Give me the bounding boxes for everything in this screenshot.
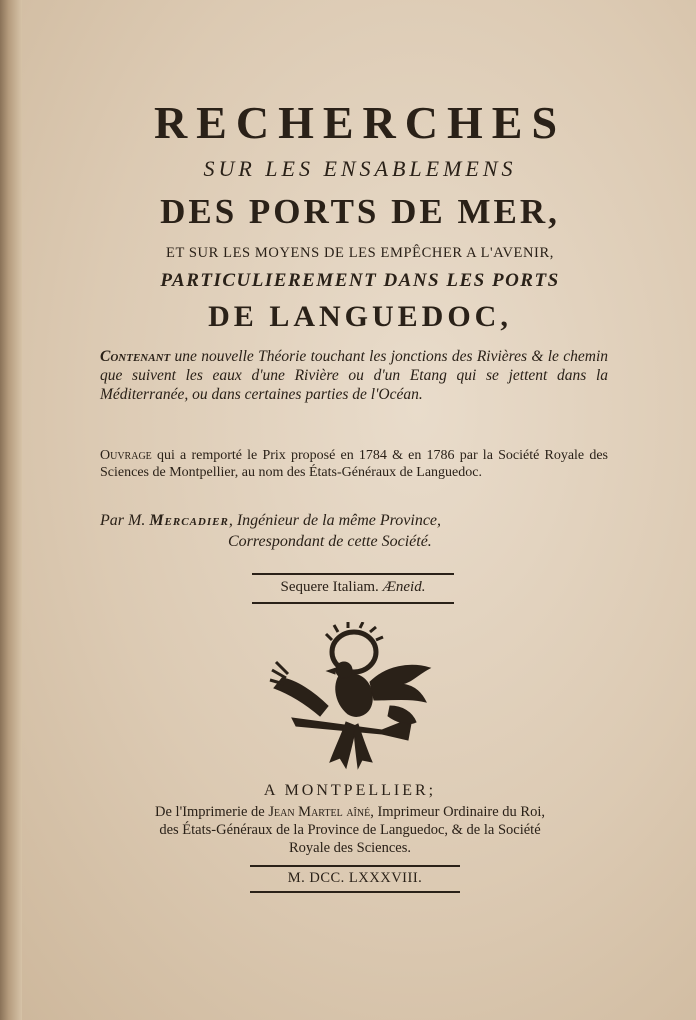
imprint-line3: des États-Généraux de la Province de Languedoc, & de la Société [159, 822, 541, 838]
imprint-printer-line [90, 804, 610, 821]
author-name: Mercadier [149, 512, 229, 529]
imprint-printer: Jean Martel aîné [268, 804, 371, 820]
title-languedoc: DE LANGUEDOC, [208, 300, 512, 333]
title-des-ports-de-mer: DES PORTS DE MER, [160, 192, 560, 231]
title-moyens: ET SUR LES MOYENS DE LES EMPÊCHER A L'AVENIR, [166, 245, 554, 261]
contents-text: une nouvelle Théorie touchant les jonctions des Rivières & le chemin que suivent les eaux d'une Rivière ou d'un Etang qui se jettent dans la Méditerranée, ou dans certaines parties de l'Océan. [100, 348, 608, 403]
author-suffix: , Ingénieur de la même Province, [228, 512, 442, 529]
motto [252, 579, 454, 596]
contents-lead: Contenant [100, 348, 171, 365]
motto-rule-top [252, 573, 454, 575]
title-sur-les-ensablemens: SUR LES ENSABLEMENS [203, 156, 517, 181]
motto-text: Sequere Italiam. [280, 579, 383, 595]
prize-lead: Ouvrage [100, 448, 152, 463]
imprint-line2-post: , Imprimeur Ordinaire du Roi, [370, 804, 545, 820]
printers-ornament-icon [262, 622, 444, 770]
publication-date: M. DCC. LXXXVIII. [287, 870, 423, 886]
imprint-city: A MONTPELLIER; [263, 782, 437, 799]
prize-paragraph [100, 448, 608, 481]
motto-rule-bottom [252, 602, 454, 604]
date-rule-bottom [250, 891, 460, 893]
imprint-line4: Royale des Sciences. [288, 840, 411, 856]
motto-source: Æneid. [382, 579, 426, 595]
contents-paragraph [100, 347, 608, 404]
date-rule-top [250, 865, 460, 867]
imprint-line2-pre: De l'Imprimerie de [155, 804, 269, 820]
title-recherches: RECHERCHES [153, 97, 567, 148]
author-prefix: Par M. [100, 512, 150, 529]
author-block [100, 510, 608, 552]
prize-text: qui a remporté le Prix proposé en 1784 & en 1786 par la Société Royale des Sciences de Montpellier, au nom des États-Généraux de Languedoc. [100, 448, 608, 480]
title-particulierement: PARTICULIEREMENT DANS LES PORTS [160, 270, 560, 291]
author-line2: Correspondant de cette Société. [228, 533, 432, 550]
book-gutter [0, 0, 22, 1020]
